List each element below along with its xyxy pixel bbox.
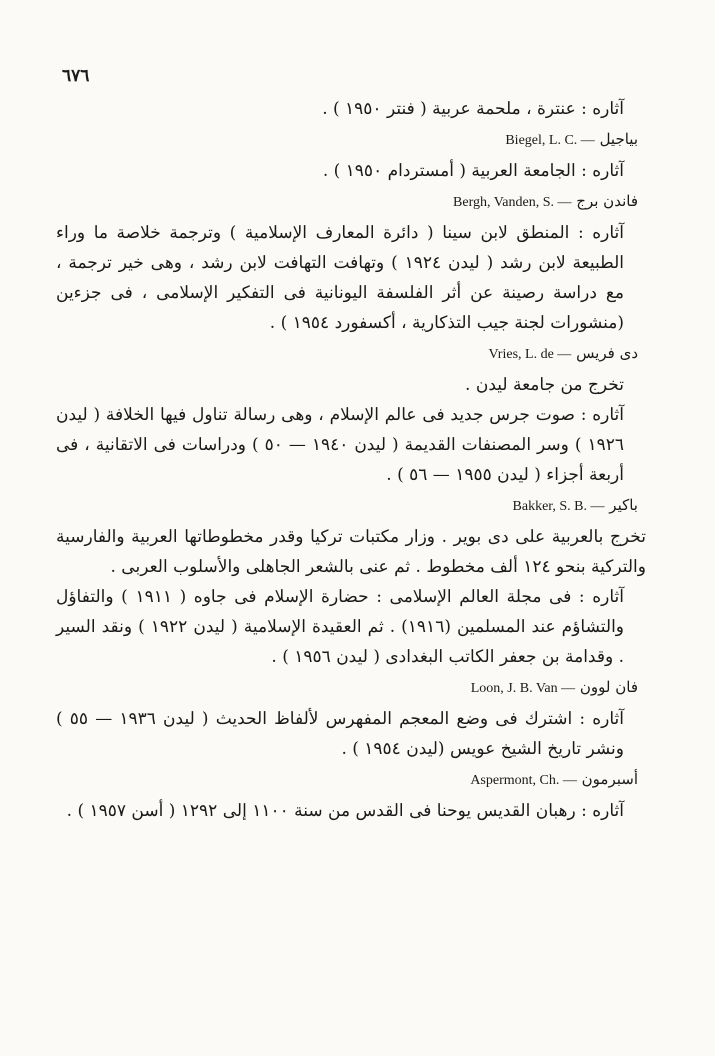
paragraph: آثاره : عنترة ، ملحمة عربية ( فنتر ١٩٥٠ ) .: [322, 99, 624, 119]
paragraph: تخرج بالعربية على دى بوير . وزار مكتبات تركيا وقدر مخطوطاتها العربية والفارسية والتركية بنحو ١٢٤ ألف مخطوط . ثم عنى بالشعر الجاهلى والأسلوب العربى .: [56, 527, 646, 577]
entry-heading: بياجيل Biegel, L. C. —: [505, 130, 638, 148]
page-number: ٦٧٦: [62, 66, 90, 86]
entry-heading: أسبرمون Aspermont, Ch. —: [470, 770, 638, 788]
paragraph: آثاره : فى مجلة العالم الإسلامى : حضارة الإسلام فى جاوه ( ١٩١١ ) والتفاؤل والتشاؤم عند المسلمين (١٩١٦) . ثم العقيدة الإسلامية ( ليدن ١٩٢٢ ) ونقد السير . وقدامة بن جعفر الكاتب البغدادى ( ليدن ١٩٥٦ ) .: [56, 587, 625, 667]
paragraph: آثاره : رهبان القديس يوحنا فى القدس من سنة ١١٠٠ إلى ١٢٩٢ ( أسن ١٩٥٧ ) .: [66, 801, 624, 821]
entry-heading: باكير Bakker, S. B. —: [512, 496, 638, 514]
paragraph: آثاره : اشترك فى وضع المعجم المفهرس لألفاظ الحديث ( ليدن ١٩٣٦ — ٥٥ ) ونشر تاريخ الشيخ عويس (ليدن ١٩٥٤ ) .: [56, 709, 624, 759]
entry-heading: فاندن برج Bergh, Vanden, S. —: [453, 192, 638, 210]
entry-heading: فان لوون Loon, J. B. Van —: [470, 678, 638, 696]
paragraph: تخرج من جامعة ليدن .: [465, 375, 624, 395]
paragraph: آثاره : صوت جرس جديد فى عالم الإسلام ، وهى رسالة تناول فيها الخلافة ( ليدن ١٩٢٦ ) وسر المصنفات القديمة ( ليدن ١٩٤٠ — ٥٠ ) ودراسات فى الاتقانية ، فى أربعة أجزاء ( ليدن ١٩٥٥ — ٥٦ ) .: [56, 405, 624, 485]
paragraph: آثاره : المنطق لابن سينا ( دائرة المعارف الإسلامية ) وترجمة خلاصة ما وراء الطبيعة لابن رشد ( ليدن ١٩٢٤ ) وتهافت التهافت لابن رشد ، وهى خير ترجمة ، مع دراسة رصينة عن أثر الفلسفة اليونانية فى التفكير الإسلامى ، فى جزءين (منشورات لجنة جيب التذكارية ، أكسفورد ١٩٥٤ ) .: [56, 223, 624, 333]
entry-heading: دى فريس Vries, L. de —: [488, 344, 638, 362]
paragraph: آثاره : الجامعة العربية ( أمستردام ١٩٥٠ ) .: [322, 161, 624, 181]
body-text: [56, 94, 646, 826]
